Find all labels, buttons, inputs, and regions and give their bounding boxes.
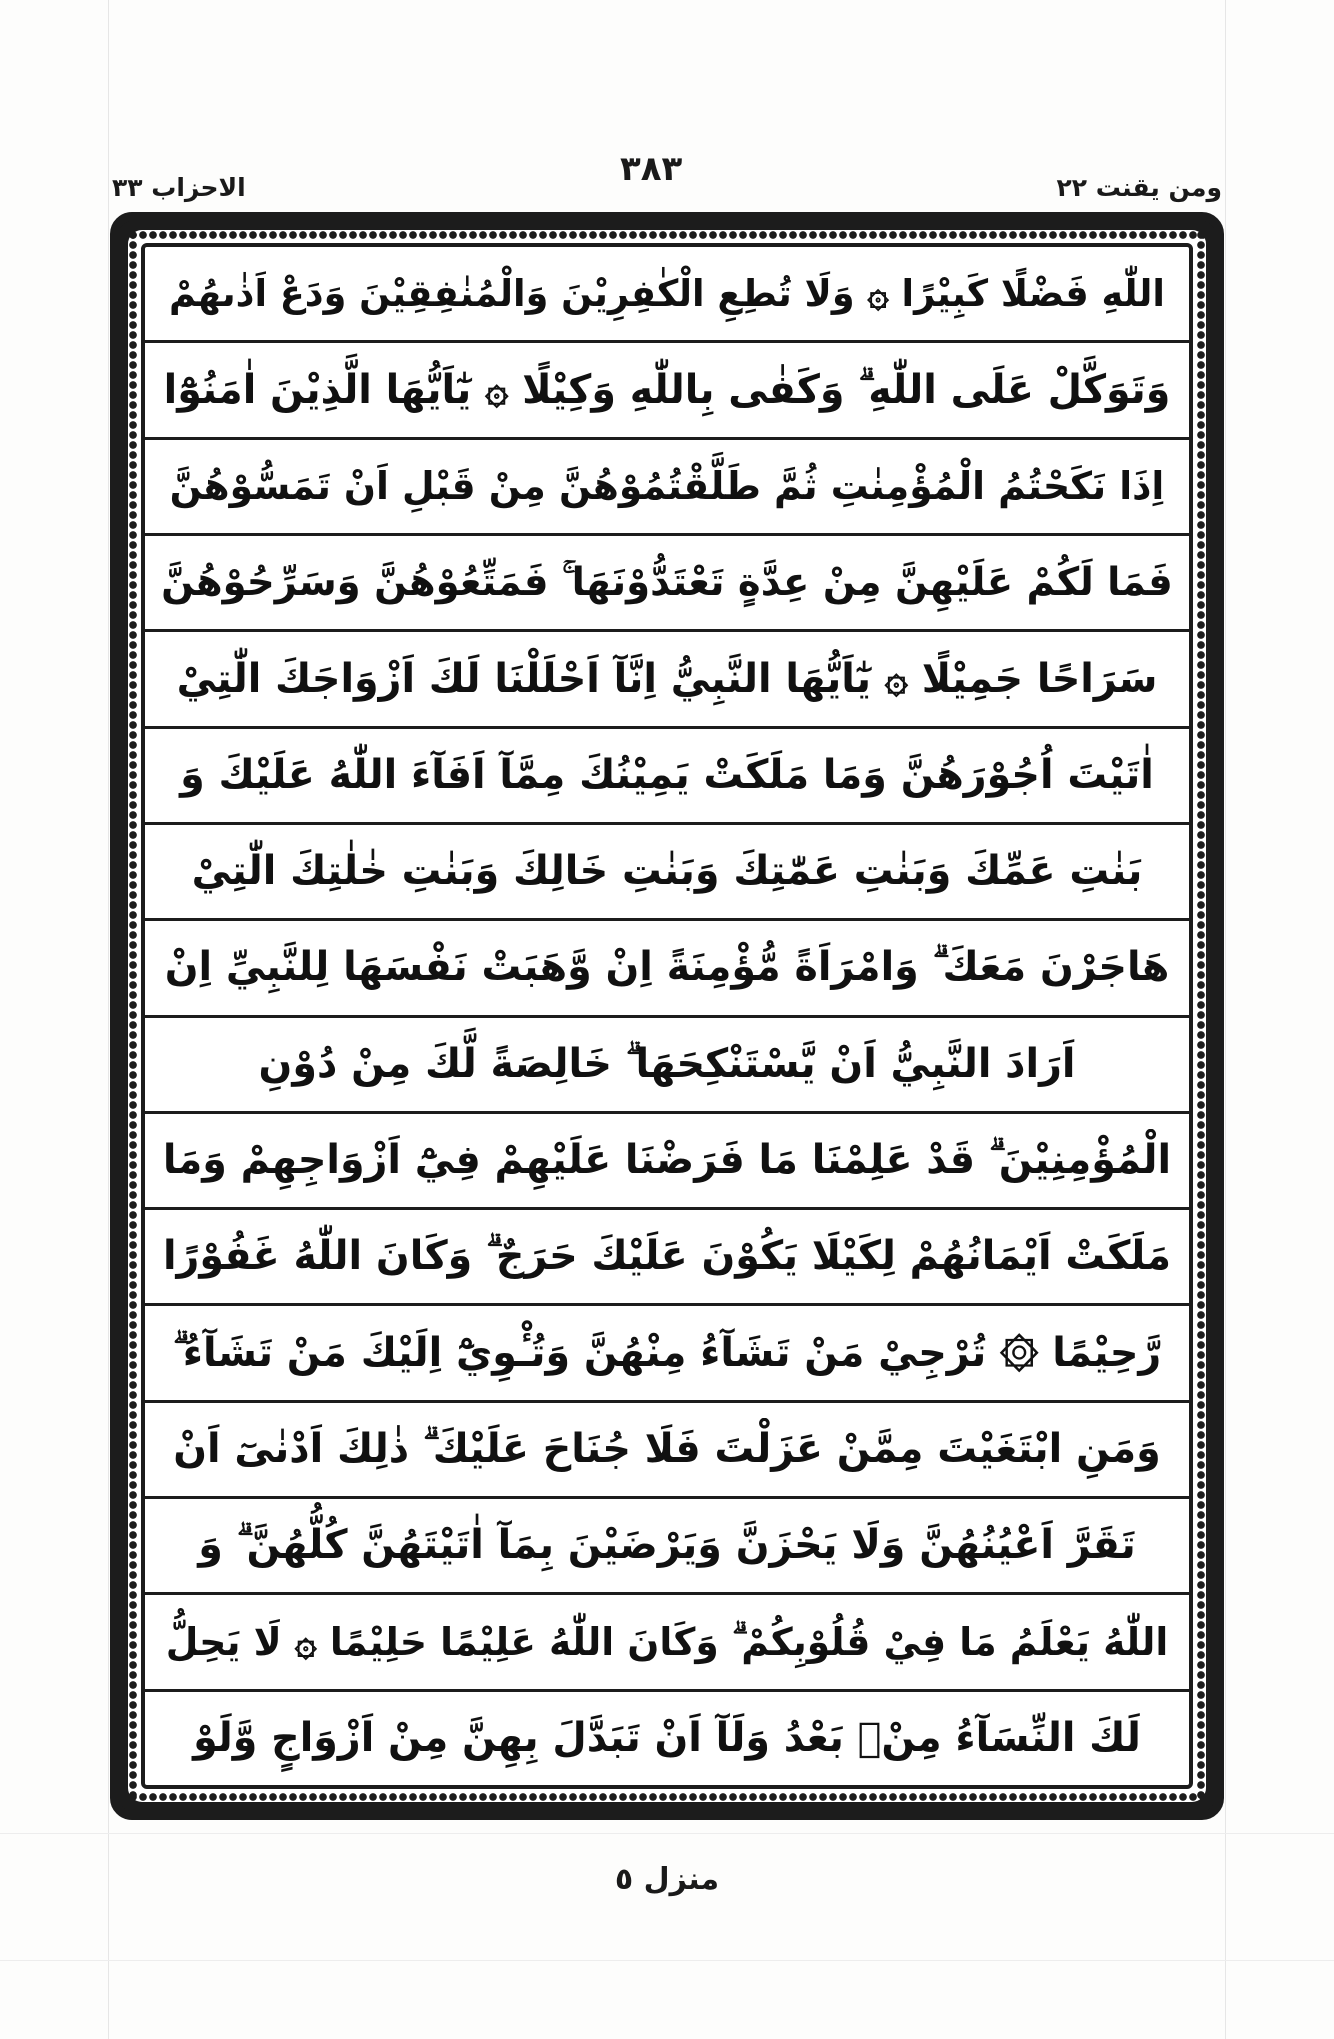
ayah-line-text: اَرَادَ النَّبِيُّ اَنْ يَّسْتَنْكِحَهَا ۗ خَالِصَةً لَّكَ مِنْ دُوْنِ [258,1040,1076,1087]
ayah-line-text: مَلَكَتْ اَيْمَانُهُمْ لِكَيْلَا يَكُوْنَ عَلَيْكَ حَرَجٌ ۗ وَكَانَ اللّٰهُ غَفُوْرًا [162,1233,1172,1280]
ayah-line [145,1114,1189,1210]
ayah-line [145,1403,1189,1499]
ayah-line [145,440,1189,536]
page-guide-line-horizontal-top [0,1833,1334,1834]
ayah-line-text: اللّٰهُ يَعْلَمُ مَا فِيْ قُلُوْبِكُمْ ۗ وَكَانَ اللّٰهُ عَلِيْمًا حَلِيْمًا ۞ لَا يَحِلُّ [165,1619,1169,1664]
ayah-line-text: فَمَا لَكُمْ عَلَيْهِنَّ مِنْ عِدَّةٍ تَعْتَدُّوْنَهَا ۚ فَمَتِّعُوْهُنَّ وَسَرِّحُوْهُنَّ [161,559,1173,605]
ayah-line-text: بَنٰتِ عَمِّكَ وَبَنٰتِ عَمّٰتِكَ وَبَنٰتِ خَالِكَ وَبَنٰتِ خٰلٰتِكَ الّٰتِيْ [191,848,1143,895]
ayah-line [145,921,1189,1017]
ayah-line-text: اٰتَيْتَ اُجُوْرَهُنَّ وَمَا مَلَكَتْ يَمِيْنُكَ مِمَّآ اَفَآءَ اللّٰهُ عَلَيْكَ وَ [180,751,1154,798]
page-guide-line-left [108,0,109,2039]
ayah-line-text: سَرَاحًا جَمِيْلًا ۞ يٰٓاَيُّهَا النَّبِيُّ اِنَّآ اَحْلَلْنَا لَكَ اَزْوَاجَكَ الّٰتِيْ [176,655,1158,702]
ayah-line-text: هَاجَرْنَ مَعَكَ ۗ وَامْرَاَةً مُّؤْمِنَةً اِنْ وَّهَبَتْ نَفْسَهَا لِلنَّبِيِّ اِنْ [164,944,1170,991]
surah-name-label: الاحزاب ٣٣ [112,173,246,202]
quran-text-panel [141,243,1193,1789]
ayah-line-text: الْمُؤْمِنِيْنَ ۗ قَدْ عَلِمْنَا مَا فَرَضْنَا عَلَيْهِمْ فِيْٓ اَزْوَاجِهِمْ وَمَا [162,1137,1172,1184]
ayah-line [145,1210,1189,1306]
ayah-line-text: تَقَرَّ اَعْيُنُهُنَّ وَلَا يَحْزَنَّ وَيَرْضَيْنَ بِمَآ اٰتَيْتَهُنَّ كُلُّهُنَّ ۗ وَ [198,1522,1136,1569]
ayah-line-text: وَمَنِ ابْتَغَيْتَ مِمَّنْ عَزَلْتَ فَلَا جُنَاحَ عَلَيْكَ ۗ ذٰلِكَ اَدْنٰىٓ اَنْ [173,1426,1161,1472]
ayah-line [145,1499,1189,1595]
ayah-line [145,632,1189,728]
page-header [108,140,1226,200]
ayah-line [145,1692,1189,1785]
juz-name-label: ومن يقنت ٢٢ [1056,173,1222,202]
ayah-line-list [145,247,1189,1785]
ayah-line-text: لَكَ النِّسَآءُ مِنْۢ بَعْدُ وَلَآ اَنْ تَبَدَّلَ بِهِنَّ مِنْ اَزْوَاجٍ وَّلَوْ [193,1714,1141,1761]
quran-text-frame [110,212,1224,1820]
page-guide-line-horizontal-bottom [0,1960,1334,1961]
ayah-line [145,536,1189,632]
ayah-line [145,729,1189,825]
ayah-line-text: اللّٰهِ فَضْلًا كَبِيْرًا ۞ وَلَا تُطِعِ الْكٰفِرِيْنَ وَالْمُنٰفِقِيْنَ وَدَعْ اَذٰىهُمْ [169,271,1165,315]
ayah-line [145,247,1189,343]
ayah-line [145,1018,1189,1114]
ayah-line-text: رَّحِيْمًا ۞ تُرْجِيْ مَنْ تَشَآءُ مِنْهُنَّ وَتُـْٔوِيْٓ اِلَيْكَ مَنْ تَشَآءُ ۗ [172,1329,1162,1376]
page-number-label: ٣٨٣ [619,149,683,189]
ayah-line-text: اِذَا نَكَحْتُمُ الْمُؤْمِنٰتِ ثُمَّ طَلَّقْتُمُوْهُنَّ مِنْ قَبْلِ اَنْ تَمَسُّوْهُنَّ [169,464,1165,508]
ayah-line [145,825,1189,921]
manzil-label: منزل ٥ [614,1862,720,1897]
page-footer [0,1862,1334,1897]
ayah-line [145,1595,1189,1691]
ayah-line-text: وَتَوَكَّلْ عَلَى اللّٰهِ ۗ وَكَفٰى بِاللّٰهِ وَكِيْلًا ۞ يٰٓاَيُّهَا الَّذِيْنَ اٰمَنُوْٓا [163,366,1171,413]
ayah-line [145,1306,1189,1402]
ayah-line [145,343,1189,439]
page-guide-line-right [1225,0,1226,2039]
